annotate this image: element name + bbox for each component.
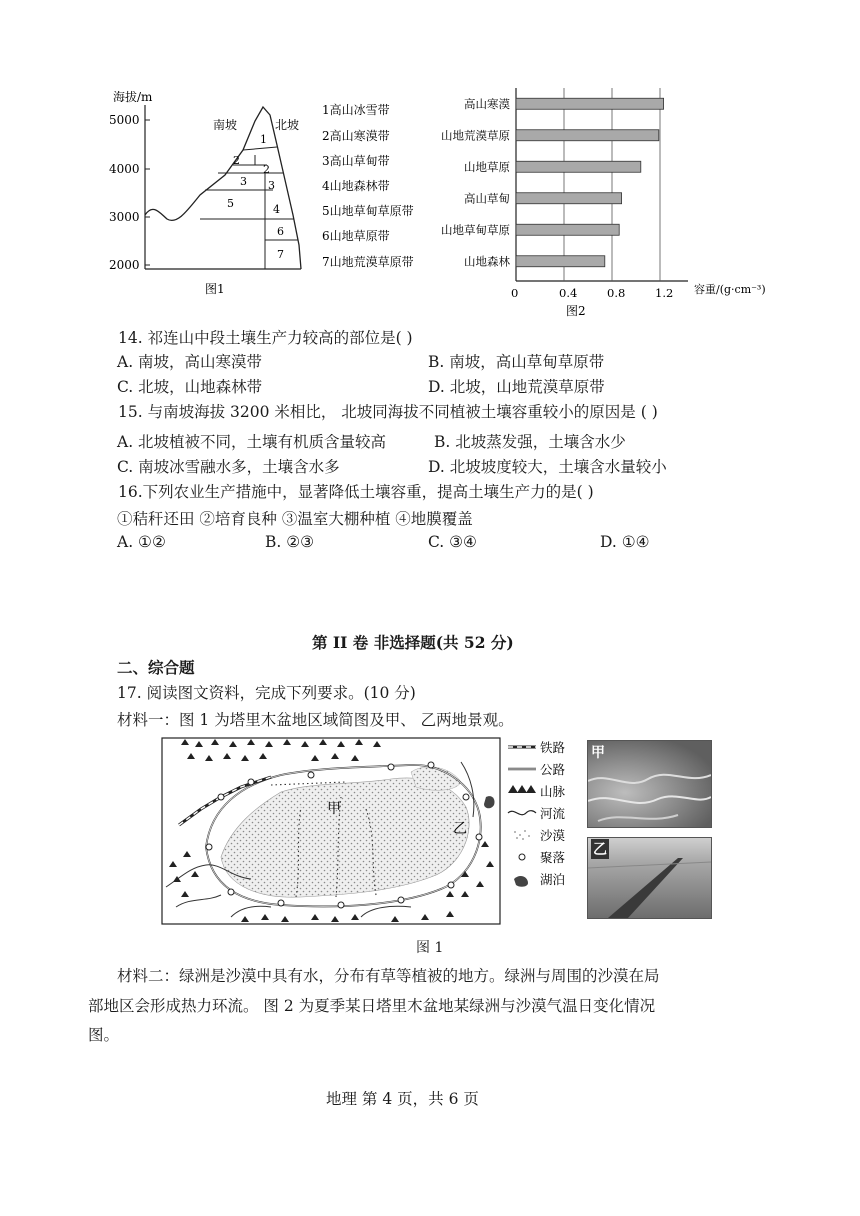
q17-material2-line2: 部地区会形成热力环流。 图 2 为夏季某日塔里木盆地某绿洲与沙漠气温日变化情况	[88, 997, 656, 1015]
q15-stem: 15. 与南坡海拔 3200 米相比， 北坡同海拔不同植被土壤容重较小的原因是 ( )	[118, 403, 658, 421]
q14-option-c: C. 北坡，山地森林带	[117, 378, 263, 396]
fig1-ytick-3000: 3000	[109, 210, 140, 224]
fig2-bar	[516, 130, 659, 141]
zone-number: 6	[277, 225, 284, 238]
fig2-xlabel: 容重/(g·cm⁻³)	[694, 283, 766, 296]
fig2-xtick: 0.4	[559, 286, 578, 300]
mountain-profile-figure	[105, 85, 445, 300]
fig1-legend-item: 1高山冰雪带	[322, 103, 390, 117]
fig1-legend-item: 3高山草甸带	[322, 154, 390, 168]
fig1-ylabel: 海拔/m	[113, 90, 153, 104]
q17-material2-line3: 图。	[88, 1026, 120, 1044]
zone-number: 2	[233, 154, 240, 167]
fig2-category-label: 高山草甸	[464, 191, 510, 206]
legend-river: 河流	[540, 806, 566, 821]
map-label-jia: 甲	[327, 801, 341, 817]
q15-option-d: D. 北坡坡度较大，土壤含水量较小	[428, 458, 667, 476]
fig2-bar	[516, 161, 641, 172]
fig1-ytick-5000: 5000	[109, 113, 140, 127]
fig1-legend-item: 2高山寒漠带	[322, 129, 390, 143]
q16-items: ①秸秆还田 ②培育良种 ③温室大棚种植 ④地膜覆盖	[117, 510, 473, 528]
q14-option-b: B. 南坡，高山草甸草原带	[428, 353, 605, 371]
fig1-legend-item: 7山地荒漠草原带	[322, 255, 414, 269]
fig2-category-label: 山地草原	[464, 159, 510, 174]
fig2-caption: 图2	[566, 304, 586, 318]
fig1-ytick-4000: 4000	[109, 162, 140, 176]
q15-option-b: B. 北坡蒸发强，土壤含水少	[434, 433, 626, 451]
fig2-bar	[516, 224, 619, 235]
q17-stem: 17. 阅读图文资料，完成下列要求。(10 分)	[117, 684, 416, 702]
fig2-xtick: 1.2	[655, 286, 674, 300]
zone-number: 7	[277, 248, 284, 261]
fig2-bar	[516, 193, 622, 204]
q16-option-b: B. ②③	[265, 533, 315, 551]
fig2-xtick: 0	[511, 286, 519, 300]
q16-option-a: A. ①②	[117, 533, 166, 551]
photo-jia-sand-dunes	[587, 740, 712, 828]
q14-option-d: D. 北坡，山地荒漠草原带	[428, 378, 605, 396]
zone-number: 4	[273, 203, 280, 216]
fig2-category-label: 山地森林	[464, 254, 510, 269]
photo-jia-label: 甲	[591, 745, 605, 761]
fig1-legend-item: 5山地草甸草原带	[322, 204, 414, 218]
zone-number: 2	[263, 163, 270, 176]
fig2-bar	[516, 256, 605, 267]
section-title: 第 II 卷 非选择题(共 52 分)	[312, 633, 514, 652]
q15-option-c: C. 南坡冰雪融水多，土壤含水多	[117, 458, 340, 476]
map-caption: 图 1	[416, 940, 444, 956]
legend-railway: 铁路	[540, 740, 566, 755]
q14-option-a: A. 南坡，高山寒漠带	[117, 353, 263, 371]
fig2-bar	[516, 98, 664, 109]
fig1-ytick-2000: 2000	[109, 258, 140, 272]
legend-settlement: 聚落	[540, 850, 566, 865]
photo-yi-label: 乙	[591, 839, 609, 859]
q14-stem: 14. 祁连山中段土壤生产力较高的部位是( )	[118, 329, 413, 347]
q17-material1: 材料一：图 1 为塔里木盆地区域简图及甲、 乙两地景观。	[117, 711, 514, 729]
q16-stem: 16.下列农业生产措施中，显著降低土壤容重，提高土壤生产力的是( )	[118, 483, 594, 501]
legend-road: 公路	[540, 762, 566, 777]
soil-bulk-density-bar-chart	[420, 82, 780, 322]
zone-number: 3	[268, 179, 275, 192]
zone-number: 5	[227, 197, 234, 210]
tarim-basin-map	[161, 737, 501, 925]
legend-mountain: 山脉	[540, 784, 566, 799]
fig1-caption: 图1	[205, 282, 225, 296]
legend-lake: 湖泊	[540, 872, 566, 887]
zone-number: 1	[260, 133, 267, 146]
fig1-legend-item: 6山地草原带	[322, 229, 390, 243]
zone-number: 3	[240, 175, 247, 188]
legend-desert: 沙漠	[540, 828, 566, 843]
north-slope-label: 北坡	[275, 118, 300, 132]
q17-material2-line1: 材料二：绿洲是沙漠中具有水，分布有草等植被的地方。绿洲与周围的沙漠在局	[117, 967, 660, 985]
fig2-category-label: 高山寒漠	[464, 96, 510, 111]
map-label-yi: 乙	[453, 821, 467, 837]
map-legend	[506, 735, 588, 895]
page-footer: 地理 第 4 页，共 6 页	[326, 1090, 479, 1108]
fig2-category-label: 山地草甸草原	[441, 222, 510, 237]
q15-option-a: A. 北坡植被不同，土壤有机质含量较高	[117, 433, 387, 451]
section-heading: 二、综合题	[117, 658, 195, 677]
south-slope-label: 南坡	[213, 118, 238, 132]
fig2-category-label: 山地荒漠草原	[441, 128, 510, 143]
fig1-legend-item: 4山地森林带	[322, 179, 390, 193]
photo-yi-road	[587, 837, 712, 919]
q16-option-d: D. ①④	[600, 533, 650, 551]
fig2-xtick: 0.8	[607, 286, 626, 300]
q16-option-c: C. ③④	[428, 533, 477, 551]
